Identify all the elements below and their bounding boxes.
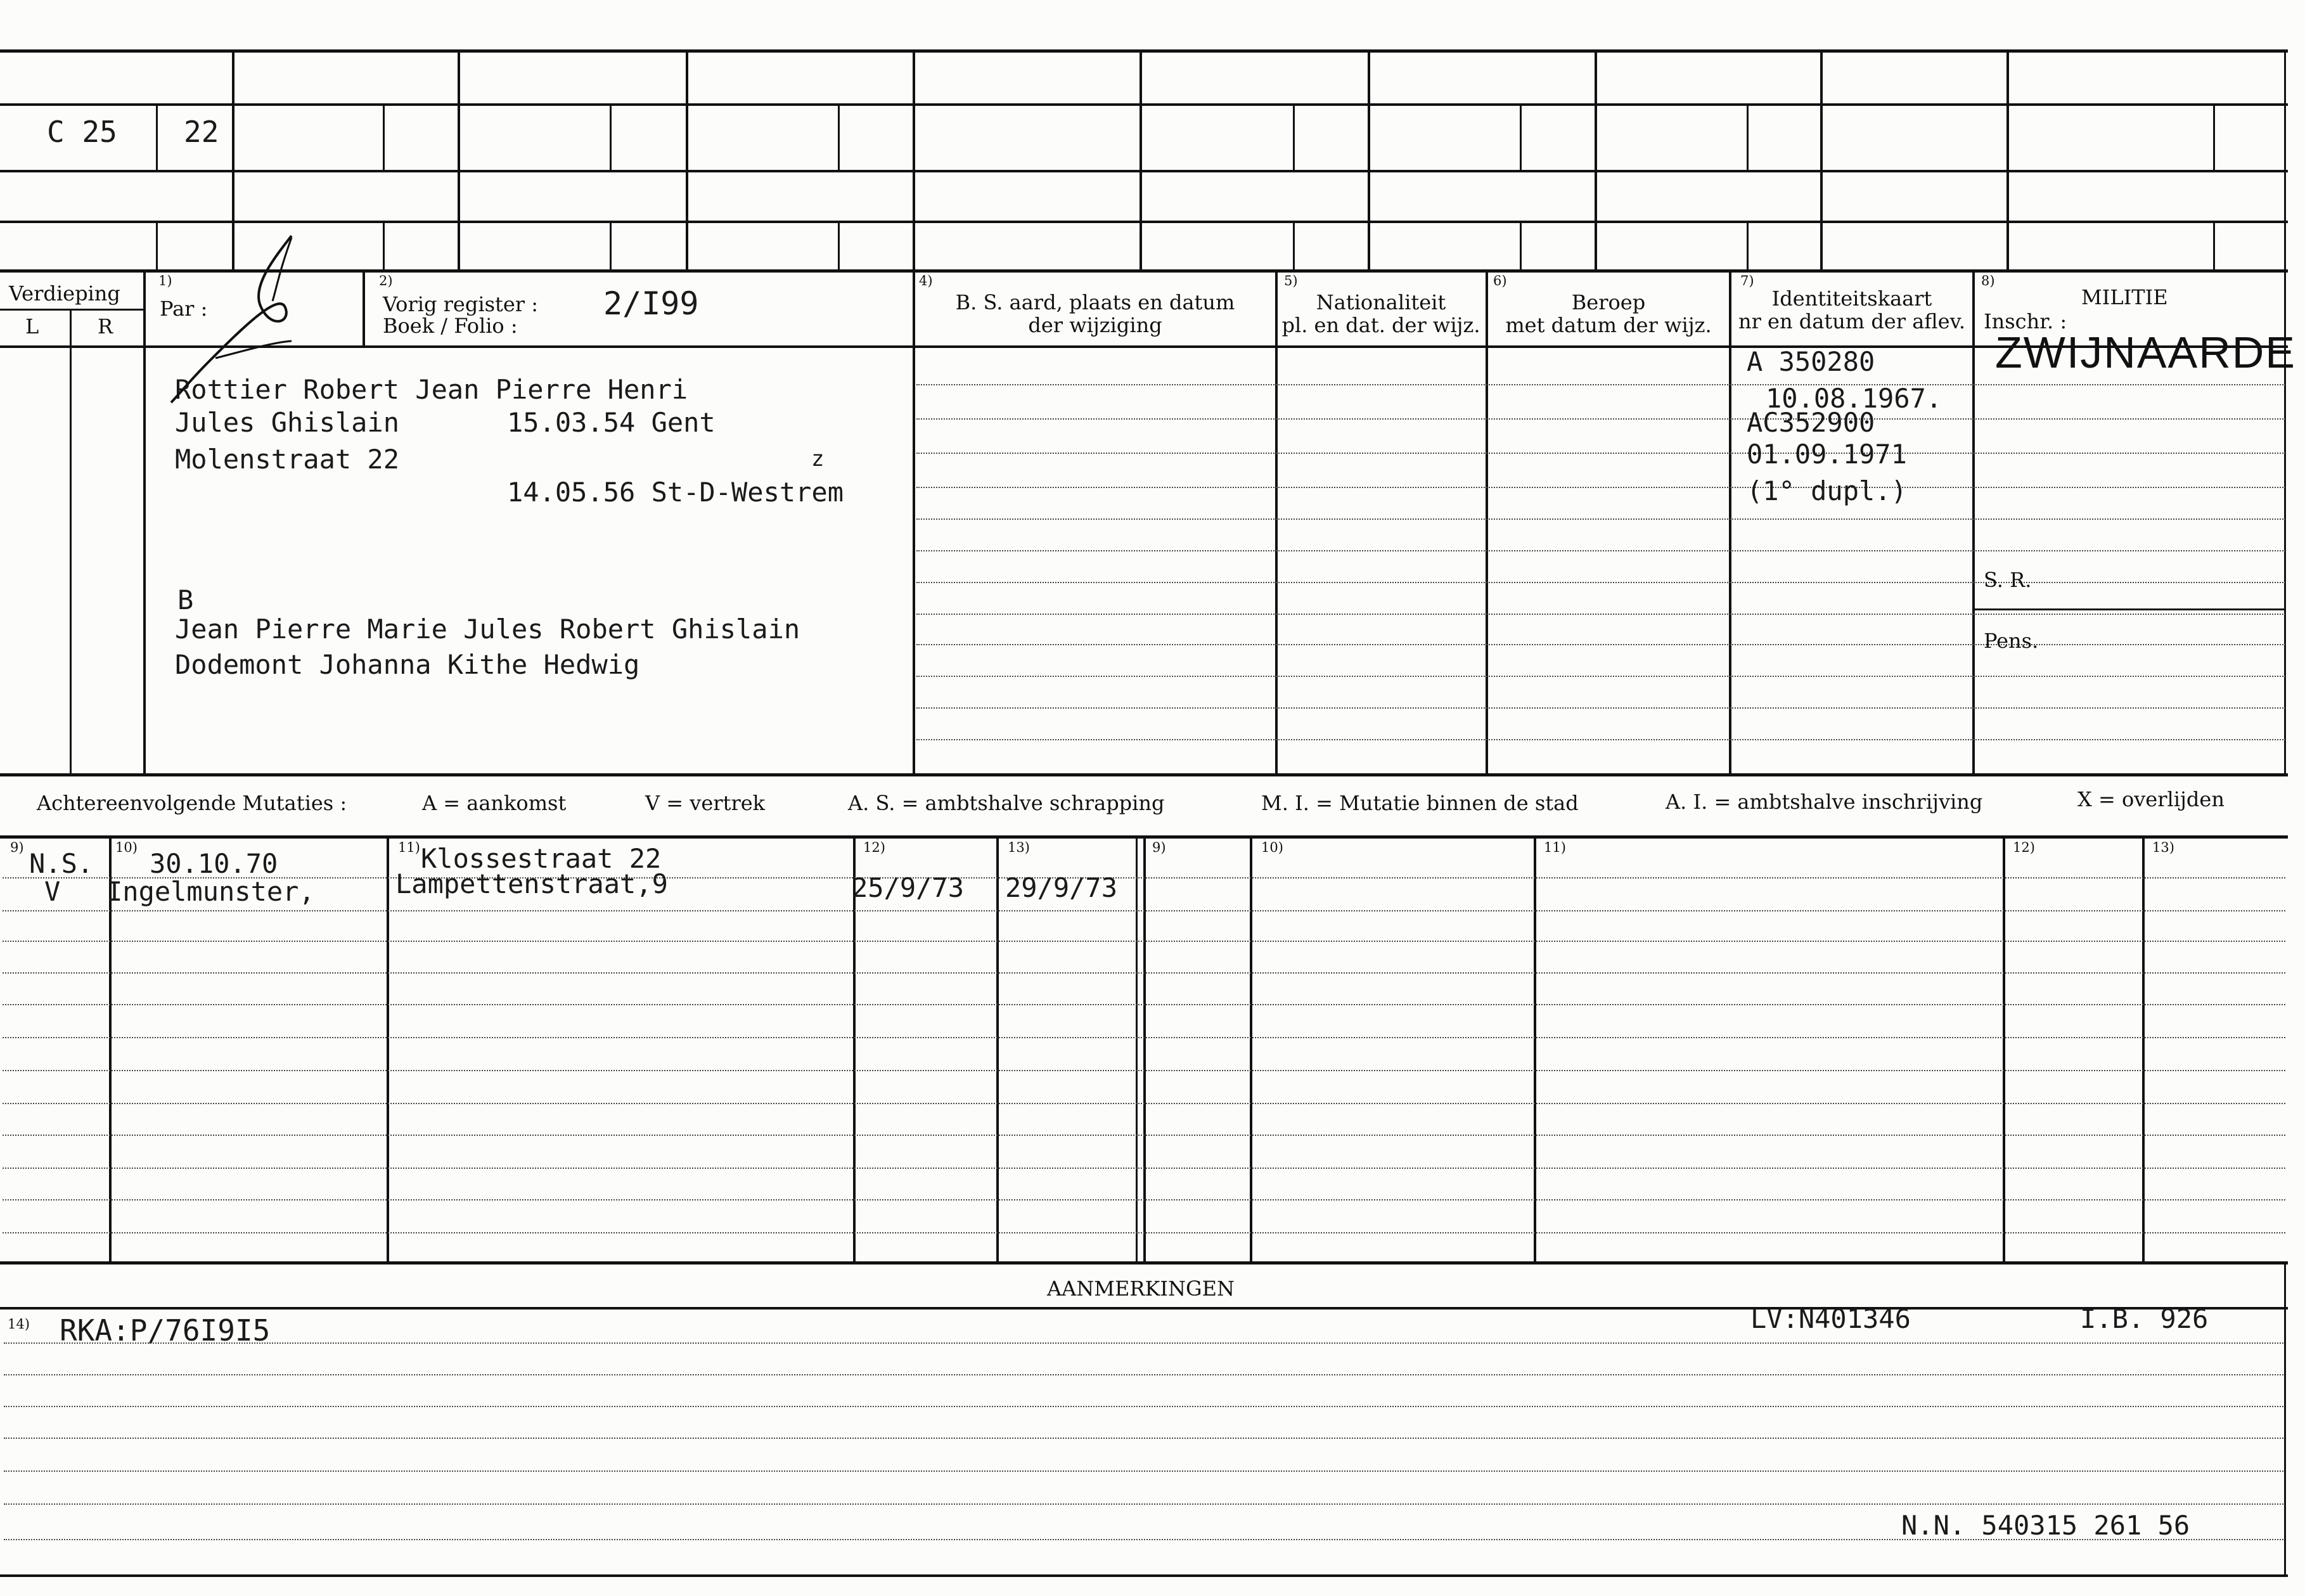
col6-line1: Beroep bbox=[1571, 290, 1646, 314]
militie-stamp: ZWIJNAARDE bbox=[1995, 328, 2296, 377]
card-code: C 25 bbox=[47, 115, 117, 149]
national-number: N.N. 540315 261 56 bbox=[1901, 1510, 2190, 1541]
verdieping-r: R bbox=[98, 314, 113, 338]
col4-line2: der wijziging bbox=[1028, 313, 1162, 337]
person-name-line1: Rottier Robert Jean Pierre Henri bbox=[175, 374, 688, 405]
legend-a: A = aankomst bbox=[422, 791, 567, 815]
pens-label: Pens. bbox=[1984, 629, 2039, 653]
boek-folio-label: Boek / Folio : bbox=[383, 314, 518, 338]
mutation-type: V bbox=[44, 876, 61, 907]
mutation-address: Klossestraat 22 bbox=[421, 843, 662, 874]
legend-as: A. S. = ambtshalve schrapping bbox=[848, 791, 1165, 815]
legend-ai: A. I. = ambtshalve inschrijving bbox=[1666, 790, 1983, 814]
id-card-duplicate: (1° dupl.) bbox=[1747, 475, 1907, 506]
address: Molenstraat 22 bbox=[175, 444, 400, 475]
ib-number: I.B. 926 bbox=[2080, 1303, 2209, 1334]
mut-col12-num: 12) bbox=[863, 840, 885, 855]
col8-num: 8) bbox=[1981, 273, 1995, 288]
mut-col11-num: 11) bbox=[398, 840, 420, 855]
mutation-date-12: 25/9/73 bbox=[852, 872, 965, 903]
rka-number: RKA:P/76I9I5 bbox=[60, 1313, 271, 1348]
inschr-label: Inschr. : bbox=[1984, 309, 2067, 333]
col4-num: 4) bbox=[919, 273, 933, 288]
id-card-1-date: 10.08.1967. bbox=[1766, 383, 1942, 414]
mut-col10-num: 10) bbox=[115, 840, 138, 855]
mut-col9b-num: 9) bbox=[1152, 840, 1166, 855]
marker-b: B bbox=[177, 584, 194, 615]
card-number: 22 bbox=[184, 115, 219, 149]
mutation-type: N.S. bbox=[29, 848, 94, 879]
mutation-date: 30.10.70 bbox=[150, 848, 278, 879]
sr-label: S. R. bbox=[1984, 568, 2032, 592]
mutation-address: Lampettenstraat,9 bbox=[395, 868, 668, 899]
parents-mother: Dodemont Johanna Kithe Hedwig bbox=[175, 649, 640, 680]
mut-col11b-num: 11) bbox=[1544, 840, 1566, 855]
vorig-register-label: Vorig register : bbox=[383, 292, 539, 316]
col6-num: 6) bbox=[1493, 273, 1507, 288]
col7-num: 7) bbox=[1740, 273, 1754, 288]
col7-line1: Identiteitskaart bbox=[1771, 286, 1932, 311]
militie-title: MILITIE bbox=[2081, 285, 2168, 309]
mutation-date-13: 29/9/73 bbox=[1005, 872, 1118, 903]
vorig-num: 2) bbox=[379, 273, 393, 288]
second-date-place: 14.05.56 St-D-Westrem bbox=[507, 477, 844, 508]
legend-v: V = vertrek bbox=[645, 791, 766, 815]
mut-col12b-num: 12) bbox=[2013, 840, 2035, 855]
mut-col13-num: 13) bbox=[1008, 840, 1030, 855]
remarks-num: 14) bbox=[8, 1316, 30, 1332]
col5-line1: Nationaliteit bbox=[1316, 290, 1446, 314]
mut-col9-num: 9) bbox=[10, 840, 24, 855]
remarks-title: AANMERKINGEN bbox=[1047, 1277, 1235, 1301]
col5-line2: pl. en dat. der wijz. bbox=[1281, 313, 1480, 337]
id-card-2-date: 01.09.1971 bbox=[1747, 439, 1907, 470]
col5-num: 5) bbox=[1284, 273, 1298, 288]
col6-line2: met datum der wijz. bbox=[1505, 313, 1712, 337]
id-card-1: A 350280 bbox=[1747, 346, 1875, 377]
vorig-register-value: 2/I99 bbox=[603, 285, 699, 322]
legend-mi: M. I. = Mutatie binnen de stad bbox=[1261, 791, 1579, 815]
mutation-date: Ingelmunster, bbox=[106, 876, 315, 907]
verdieping-l: L bbox=[25, 314, 39, 338]
par-label: Par : bbox=[160, 297, 208, 321]
mut-col10b-num: 10) bbox=[1261, 840, 1283, 855]
verdieping-label: Verdieping bbox=[9, 281, 120, 306]
legend-title: Achtereenvolgende Mutaties : bbox=[37, 791, 347, 815]
person-name-line2: Jules Ghislain bbox=[175, 407, 400, 438]
handwritten-signature bbox=[165, 235, 311, 406]
lv-number: LV:N401346 bbox=[1750, 1303, 1911, 1334]
par-num: 1) bbox=[158, 273, 172, 288]
col7-line2: nr en datum der aflev. bbox=[1738, 309, 1966, 333]
id-card-2: AC352900 bbox=[1747, 407, 1875, 438]
margin-mark: z bbox=[811, 446, 825, 472]
mut-col13b-num: 13) bbox=[2152, 840, 2174, 855]
parents-father: Jean Pierre Marie Jules Robert Ghislain bbox=[175, 614, 800, 645]
birth-date-place: 15.03.54 Gent bbox=[507, 407, 716, 438]
legend-x: X = overlijden bbox=[2077, 787, 2225, 811]
col4-line1: B. S. aard, plaats en datum bbox=[955, 290, 1235, 314]
